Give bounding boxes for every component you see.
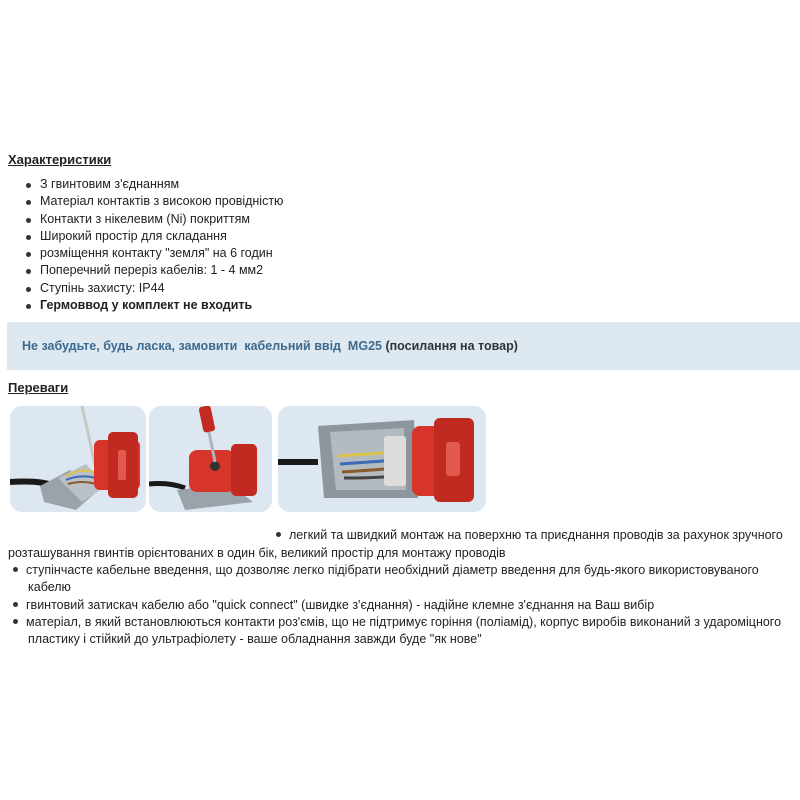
advantages-heading: Переваги <box>8 380 69 395</box>
bullet-icon <box>13 567 18 572</box>
advantage-text: гвинтовий затискач кабелю або "quick connect" (швидке з'єднання) - надійне клемне з'єднання на Ваш вибір <box>26 598 655 612</box>
advantage-text-continuation: розташування гвинтів орієнтованих в один бік, великий простір для монтажу проводів <box>8 546 506 560</box>
advantage-text: ступінчасте кабельне введення, що дозволяє легко підібрати необхідний діаметр введення для будь-якого використовуваного <box>26 563 759 577</box>
product-photo-screwdriver <box>149 406 272 512</box>
product-link[interactable]: (посилання на товар) <box>385 339 518 353</box>
list-item: Ступінь захисту: IP44 <box>22 280 283 297</box>
advantage-item <box>13 614 781 631</box>
bullet-icon <box>276 532 281 537</box>
product-photo-wiring <box>10 406 146 512</box>
list-item: З гвинтовим з'єднанням <box>22 176 283 193</box>
list-item: Поперечний переріз кабелів: 1 - 4 мм2 <box>22 262 283 279</box>
list-item: Матеріал контактів з високою провідністю <box>22 193 283 210</box>
advantage-text: матеріал, в який встановлюються контакти роз'ємів, що не підтримує горіння (поліамід), корпус виробів виконаний з удароміцного <box>26 615 782 629</box>
list-item: розміщення контакту "земля" на 6 годин <box>22 245 283 262</box>
specs-list <box>22 176 283 314</box>
advantage-item <box>276 527 783 544</box>
reminder-text: Не забудьте, будь ласка, замовити кабельний ввід MG25 <box>22 339 386 353</box>
list-item: Контакти з нікелевим (Ni) покриттям <box>22 211 283 228</box>
advantage-text: легкий та швидкий монтаж на поверхню та приєднання проводів за рахунок зручного <box>289 528 783 542</box>
advantage-item <box>13 597 654 614</box>
list-item: Гермоввод у комплект не входить <box>22 297 283 314</box>
bullet-icon <box>13 619 18 624</box>
reminder-notice <box>7 322 800 370</box>
list-item: Широкий простір для складання <box>22 228 283 245</box>
bullet-icon <box>13 602 18 607</box>
advantage-item <box>13 562 783 579</box>
advantage-text-continuation: пластику і стійкий до ультрафіолету - ваше обладнання завжди буде "як нове" <box>28 632 482 646</box>
product-photo-open-socket <box>278 406 486 512</box>
specs-heading: Характеристики <box>8 152 112 167</box>
advantage-text-continuation: кабелю <box>28 580 71 594</box>
